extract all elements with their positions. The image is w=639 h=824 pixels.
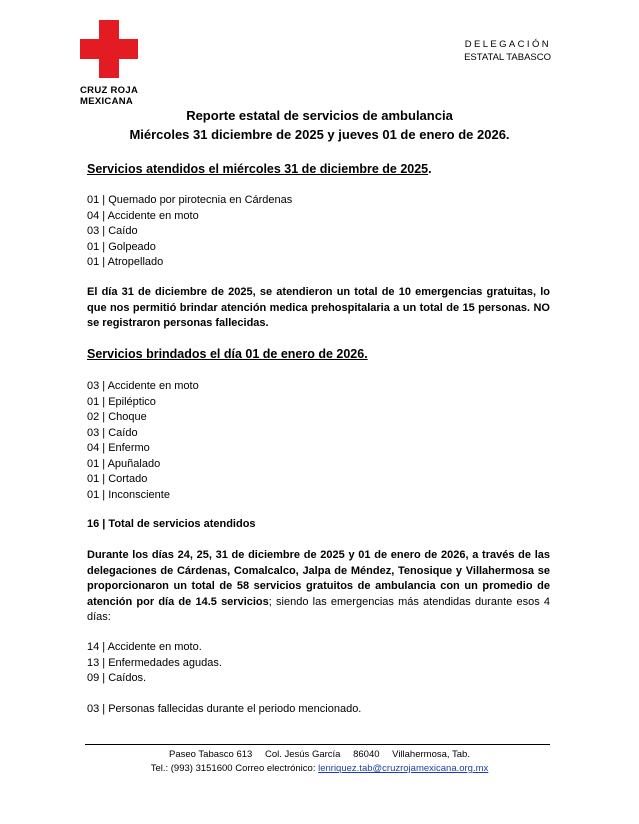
list-item: 01 | Cortado xyxy=(87,473,148,485)
period-summary-bold: Durante los días 24, 25, 31 de diciembre de 2025 y 01 de enero de 2026, a través de las delegaciones de Cárdenas, Comalcalco, Jalpa de Méndez, Tenosique y Villahermosa se proporcionaron un total de 58 servicios gratuitos de ambulancia con un promedio de atención por día de 14.5 servicios xyxy=(87,549,550,608)
list-item: 04 | Accidente en moto xyxy=(87,209,199,222)
list-item: 01 | Quemado por pirotecnia en Cárdenas xyxy=(87,194,293,206)
list-item: 04 | Enfermo xyxy=(87,442,150,454)
delegation-line-2: ESTATAL TABASCO xyxy=(464,52,551,63)
deaths-line: 03 | Personas fallecidas durante el periodo mencionado. xyxy=(87,703,362,715)
footer-divider xyxy=(85,744,550,745)
section-1-heading xyxy=(87,162,432,176)
footer-zip: 86040 xyxy=(353,749,380,760)
section-2-list xyxy=(87,379,199,503)
cruz-roja-logo xyxy=(80,20,138,78)
period-summary xyxy=(87,548,550,626)
report-dates: Miércoles 31 diciembre de 2025 y jueves 01 de enero de 2026. xyxy=(129,127,510,142)
logo-line-1: CRUZ ROJA xyxy=(80,85,139,96)
section-2-heading xyxy=(87,347,368,361)
footer-email-link[interactable]: lenriquez.tab@cruzrojamexicana.org.mx xyxy=(318,763,489,774)
section-1-heading-text: Servicios atendidos el miércoles 31 de diciembre de 2025 xyxy=(87,162,429,176)
list-item: 03 | Caído xyxy=(87,426,138,439)
section-2-total: 16 | Total de servicios atendidos xyxy=(87,518,256,530)
section-1-list xyxy=(87,193,292,271)
logo-line-2: MEXICANA xyxy=(80,96,134,107)
delegation-line-1: DELEGACIÓN xyxy=(464,39,551,50)
footer-contact xyxy=(0,762,639,776)
footer-address xyxy=(0,748,639,762)
period-summary-list xyxy=(87,640,222,687)
red-cross-icon xyxy=(80,20,138,78)
list-item: 01 | Epiléptico xyxy=(87,395,156,408)
list-item: 01 | Atropellado xyxy=(87,256,164,268)
list-item: 14 | Accidente en moto. xyxy=(87,641,202,653)
section-1-summary: El día 31 de diciembre de 2025, se atendieron un total de 10 emergencias gratuitas, lo que nos permitió brindar atención medica prehospitalaria a un total de 15 personas. NO se registraron personas fallecidas. xyxy=(87,286,550,329)
report-title: Reporte estatal de servicios de ambulancia xyxy=(186,108,453,123)
list-item: 13 | Enfermedades agudas. xyxy=(87,656,222,669)
section-2-heading-text: Servicios brindados el día 01 de enero de 2026. xyxy=(87,347,368,361)
delegation-header xyxy=(464,38,551,64)
logo-text xyxy=(80,85,138,107)
footer-colonia: Col. Jesús García xyxy=(264,749,341,760)
list-item: 03 | Accidente en moto xyxy=(87,380,199,392)
list-item: 03 | Caído xyxy=(87,225,138,237)
footer-street: Paseo Tabasco 613 xyxy=(169,749,253,760)
list-item: 01 | Apuñalado xyxy=(87,457,161,470)
section-1-heading-suffix: . xyxy=(428,162,432,176)
list-item: 01 | Golpeado xyxy=(87,240,156,253)
footer-phone: Tel.: (993) 3151600 Correo electrónico: xyxy=(150,763,319,774)
list-item: 01 | Inconsciente xyxy=(87,488,170,501)
list-item: 09 | Caídos. xyxy=(87,672,147,684)
list-item: 02 | Choque xyxy=(87,411,147,423)
period-summary-normal: ; siendo las emergencias más atendidas durante esos 4 días: xyxy=(87,595,551,623)
footer-city: Villahermosa, Tab. xyxy=(392,749,470,760)
